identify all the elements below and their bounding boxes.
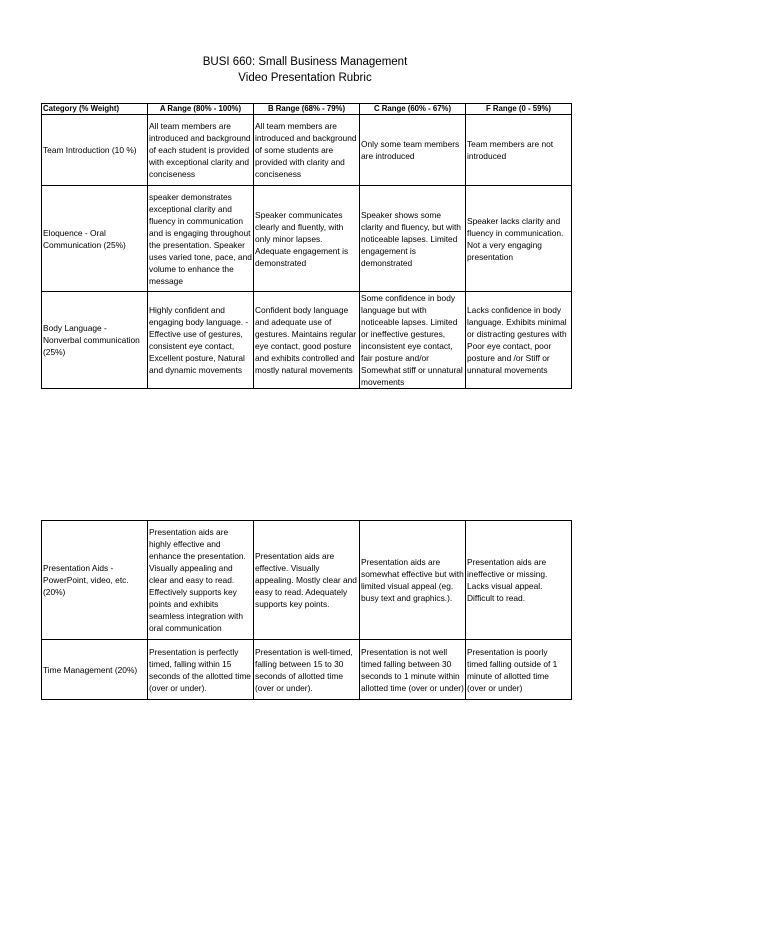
header-a-range: A Range (80% - 100%) [148, 104, 254, 115]
header-category: Category (% Weight) [42, 104, 148, 115]
c-range-cell: Only some team members are introduced [360, 115, 466, 186]
header-b-range: B Range (68% - 79%) [254, 104, 360, 115]
category-cell: Time Management (20%) [42, 640, 148, 700]
category-cell: Presentation Aids - PowerPoint, video, etc. (20%) [42, 521, 148, 640]
table-row [42, 292, 572, 389]
b-range-cell: Presentation aids are effective. Visually appealing. Mostly clear and easy to read. Adequately supports key points. [254, 521, 360, 640]
table-row [42, 521, 572, 640]
header-c-range: C Range (60% - 67%) [360, 104, 466, 115]
a-range-cell: Presentation is perfectly timed, falling within 15 seconds of the allotted time (over or under). [148, 640, 254, 700]
a-range-cell: All team members are introduced and background of each student is provided with exceptional clarity and conciseness [148, 115, 254, 186]
f-range-cell: Lacks confidence in body language. Exhibits minimal or distracting gestures with Poor eye contact, poor posture and /or Stiff or unnatural movements [466, 292, 572, 389]
f-range-cell: Speaker lacks clarity and fluency in communication. Not a very engaging presentation [466, 186, 572, 292]
f-range-cell: Team members are not introduced [466, 115, 572, 186]
table-row [42, 115, 572, 186]
table-row [42, 640, 572, 700]
c-range-cell: Presentation is not well timed falling between 30 seconds to 1 minute within allotted time (over or under) [360, 640, 466, 700]
c-range-cell: Speaker shows some clarity and fluency, but with noticeable lapses. Limited engagement is demonstrated [360, 186, 466, 292]
a-range-cell: speaker demonstrates exceptional clarity and fluency in communication and is engaging throughout the presentation. Speaker uses varied tone, pace, and volume to enhance the message [148, 186, 254, 292]
b-range-cell: Speaker communicates clearly and fluently, with only minor lapses. Adequate engagement is demonstrated [254, 186, 360, 292]
document-title: BUSI 660: Small Business Management [202, 56, 408, 68]
category-cell: Team Introduction (10 %) [42, 115, 148, 186]
f-range-cell: Presentation is poorly timed falling outside of 1 minute of allotted time (over or under) [466, 640, 572, 700]
header-f-range: F Range (0 - 59%) [466, 104, 572, 115]
f-range-cell: Presentation aids are ineffective or missing. Lacks visual appeal. Difficult to read. [466, 521, 572, 640]
header-row [42, 104, 572, 115]
a-range-cell: Highly confident and engaging body language. - Effective use of gestures, consistent eye contact, Excellent posture, Natural and dynamic movements [148, 292, 254, 389]
b-range-cell: Presentation is well-timed, falling between 15 to 30 seconds of allotted time (over or under). [254, 640, 360, 700]
b-range-cell: Confident body language and adequate use of gestures. Maintains regular eye contact, good posture and exhibits controlled and mostly natural movements [254, 292, 360, 389]
c-range-cell: Some confidence in body language but with noticeable lapses. Limited or ineffective gestures, inconsistent eye contact, fair posture and/or Somewhat stiff or unnatural movements [360, 292, 466, 389]
rubric-table-page-1 [41, 103, 572, 389]
category-cell: Body Language - Nonverbal communication (25%) [42, 292, 148, 389]
b-range-cell: All team members are introduced and background of some students are provided with clarity and conciseness [254, 115, 360, 186]
table-row [42, 186, 572, 292]
rubric-table-page-2 [41, 520, 572, 700]
a-range-cell: Presentation aids are highly effective and enhance the presentation. Visually appealing and clear and easy to read. Effectively supports key points and exhibits seamless integration with oral communication [148, 521, 254, 640]
document-subtitle: Video Presentation Rubric [238, 72, 372, 84]
c-range-cell: Presentation aids are somewhat effective but with limited visual appeal (eg. busy text and graphics.). [360, 521, 466, 640]
category-cell: Eloquence - Oral Communication (25%) [42, 186, 148, 292]
